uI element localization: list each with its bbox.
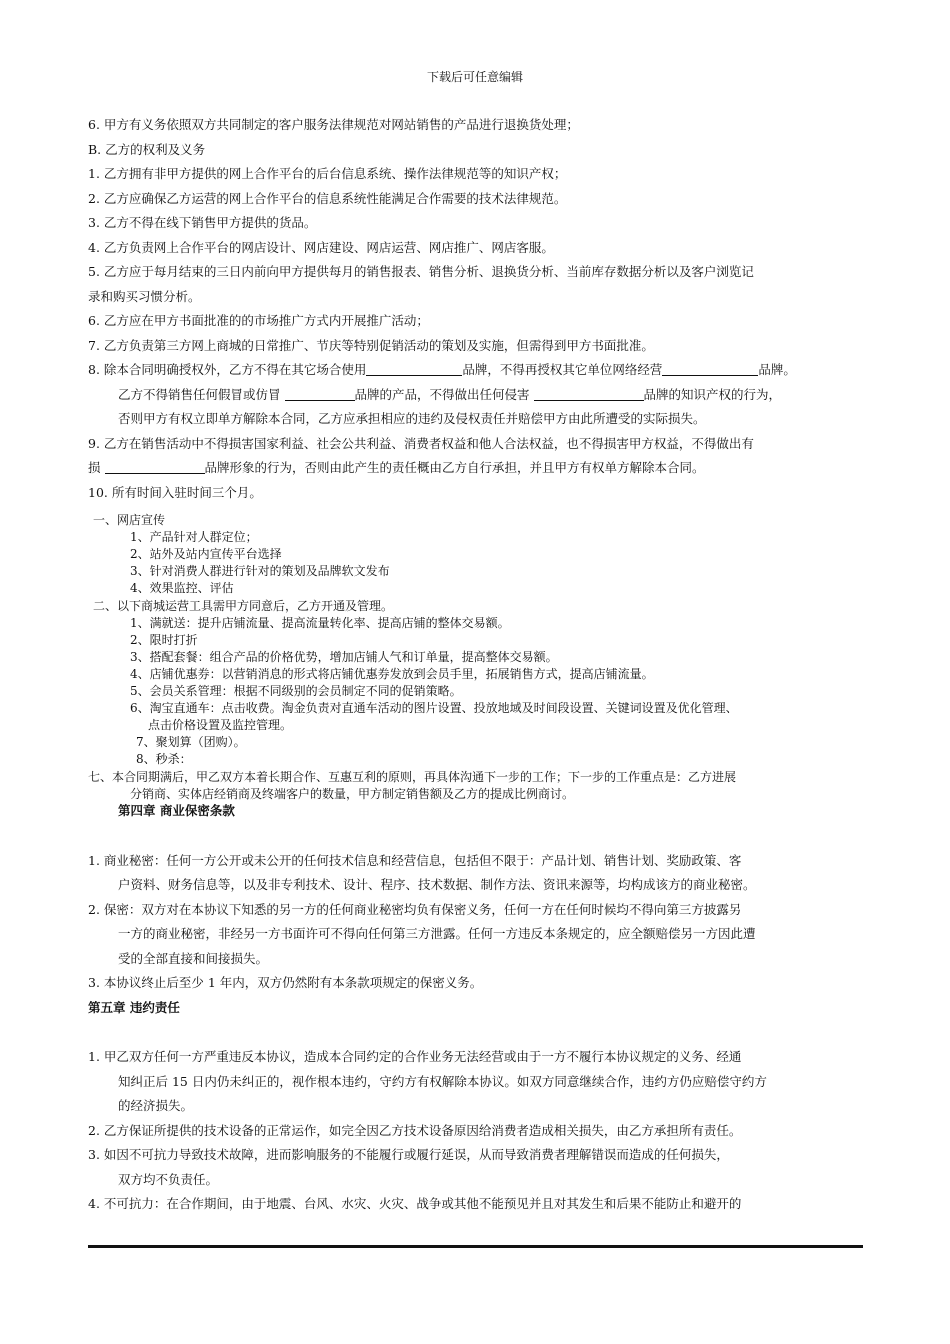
section-shop-promo: 一、网店宣传 <box>93 513 166 527</box>
clause-b7: 7. 乙方负责第三方网上商城的日常推广、节庆等特别促销活动的策划及实施，但需得到甲方书面批准。 <box>88 338 654 353</box>
list-item: 5、会员关系管理：根据不同级别的会员制定不同的促销策略。 <box>130 684 462 698</box>
clause-b1: 1. 乙方拥有非甲方提供的网上合作平台的后台信息系统、操作法律规范等的知识产权； <box>88 166 567 181</box>
clause-b4: 4. 乙方负责网上合作平台的网店设计、网店建设、网店运营、网店推广、网店客服。 <box>88 240 554 255</box>
clause-c2-cont2: 受的全部直接和间接损失。 <box>118 951 269 966</box>
list-item: 2、限时打折 <box>130 633 198 647</box>
clause-c2: 2. 保密：双方对在本协议下知悉的另一方的任何商业秘密均负有保密义务，任何一方在任何时候均不得向第三方披露另 <box>88 902 742 917</box>
clause-c3: 3. 本协议终止后至少 1 年内，双方仍然附有本条款项规定的保密义务。 <box>88 975 483 990</box>
list-item: 7、聚划算（团购）。 <box>136 735 246 749</box>
list-item: 4、效果监控、评估 <box>130 581 234 595</box>
list-item: 1、满就送：提升店铺流量、提高流量转化率、提高店铺的整体交易额。 <box>130 616 510 630</box>
list-item-cont: 点击价格设置及监控管理。 <box>148 718 293 732</box>
clause-b2: 2. 乙方应确保乙方运营的网上合作平台的信息系统性能满足合作需要的技术法律规范。 <box>88 191 567 206</box>
brand-blank[interactable] <box>105 461 205 474</box>
clause-d1-cont2: 的经济损失。 <box>118 1098 194 1113</box>
page-header: 下载后可任意编辑 <box>426 70 523 84</box>
clause-b5-cont: 录和购买习惯分析。 <box>88 289 201 304</box>
list-item: 6、淘宝直通车：点击收费。淘金负责对直通车活动的图片设置、投放地域及时间段设置、关键词设置及优化管理、 <box>130 701 738 715</box>
clause-c2-cont: 一方的商业秘密，非经另一方书面许可不得向任何第三方泄露。任何一方违反本条规定的，应全额赔偿另一方因此遭 <box>118 926 756 941</box>
clause-b6: 6. 乙方应在甲方书面批准的的市场推广方式内开展推广活动； <box>88 313 429 328</box>
clause-c1-cont: 户资料、财务信息等，以及非专利技术、设计、程序、技术数据、制作方法、资讯来源等，均构成该方的商业秘密。 <box>118 877 756 892</box>
clause-d1-cont: 知纠正后 15 日内仍未纠正的，视作根本违约，守约方有权解除本协议。如双方同意继续合作，违约方仍应赔偿守约方 <box>118 1074 767 1089</box>
clause-b8: 8. 除本合同明确授权外，乙方不得在其它场合使用 品牌，不得再授权其它单位网络经营 品牌。 <box>88 362 796 377</box>
clause-d1: 1. 甲乙双方任何一方严重违反本协议，造成本合同约定的合作业务无法经营或由于一方不履行本协议规定的义务、经通 <box>88 1049 742 1064</box>
brand-blank[interactable] <box>285 388 355 401</box>
list-item: 3、针对消费人群进行针对的策划及品牌软文发布 <box>130 564 390 578</box>
clause-d3: 3. 如因不可抗力导致技术故障，进而影响服务的不能履行或履行延误，从而导致消费者理解错误而造成的任何损失， <box>88 1147 729 1162</box>
brand-blank[interactable] <box>662 363 758 376</box>
list-item: 8、秒杀： <box>136 752 192 766</box>
clause-b8-cont2: 否则甲方有权立即单方解除本合同，乙方应承担相应的违约及侵权责任并赔偿甲方由此所遭受的实际损失。 <box>118 411 706 426</box>
chapter-4-title: 第四章 商业保密条款 <box>118 803 235 818</box>
brand-blank[interactable] <box>534 388 644 401</box>
clause-b5: 5. 乙方应于每月结束的三日内前向甲方提供每月的销售报表、销售分析、退换货分析、当前库存数据分析以及客户浏览记 <box>88 264 754 279</box>
clause-b9: 9. 乙方在销售活动中不得损害国家利益、社会公共利益、消费者权益和他人合法权益，也不得损害甲方权益，不得做出有 <box>88 436 754 451</box>
chapter-5-title: 第五章 违约责任 <box>88 1000 180 1015</box>
section-b-title: B. 乙方的权利及义务 <box>88 142 206 157</box>
clause-d2: 2. 乙方保证所提供的技术设备的正常运作，如完全因乙方技术设备原因给消费者造成相关损失，由乙方承担所有责任。 <box>88 1123 742 1138</box>
clause-b3: 3. 乙方不得在线下销售甲方提供的货品。 <box>88 215 317 230</box>
section-seven: 七、本合同期满后，甲乙双方本着长期合作、互惠互利的原则，再具体沟通下一步的工作；下一步的工作重点是：乙方进展 <box>88 770 737 784</box>
clause-a6: 6. 甲方有义务依照双方共同制定的客户服务法律规范对网站销售的产品进行退换货处理； <box>88 117 579 132</box>
clause-b9-cont: 损 品牌形象的行为，否则由此产生的责任概由乙方自行承担，并且甲方有权单方解除本合同。 <box>88 460 705 475</box>
clause-d3-cont: 双方均不负责任。 <box>118 1172 219 1187</box>
section-tools: 二、以下商城运营工具需甲方同意后，乙方开通及管理。 <box>93 599 394 613</box>
list-item: 1、产品针对人群定位； <box>130 530 258 544</box>
clause-d4: 4. 不可抗力：在合作期间，由于地震、台风、水灾、火灾、战争或其他不能预见并且对其发生和后果不能防止和避开的 <box>88 1196 742 1211</box>
list-item: 4、店铺优惠券：以营销消息的形式将店铺优惠券发放到会员手里，拓展销售方式，提高店铺流量。 <box>130 667 654 681</box>
list-item: 3、搭配套餐：组合产品的价格优势，增加店铺人气和订单量，提高整体交易额。 <box>130 650 558 664</box>
section-seven-cont: 分销商、实体店经销商及终端客户的数量，甲方制定销售额及乙方的提成比例商讨。 <box>130 787 575 801</box>
list-item: 2、站外及站内宣传平台选择 <box>130 547 282 561</box>
clause-b8-cont: 乙方不得销售任何假冒或仿冒 品牌的产品，不得做出任何侵害 品牌的知识产权的行为， <box>118 387 782 402</box>
footer-rule <box>88 1245 863 1248</box>
clause-b10: 10. 所有时间入驻时间三个月。 <box>88 485 262 500</box>
brand-blank[interactable] <box>366 363 462 376</box>
clause-c1: 1. 商业秘密：任何一方公开或未公开的任何技术信息和经营信息，包括但不限于：产品计划、销售计划、奖励政策、客 <box>88 853 742 868</box>
